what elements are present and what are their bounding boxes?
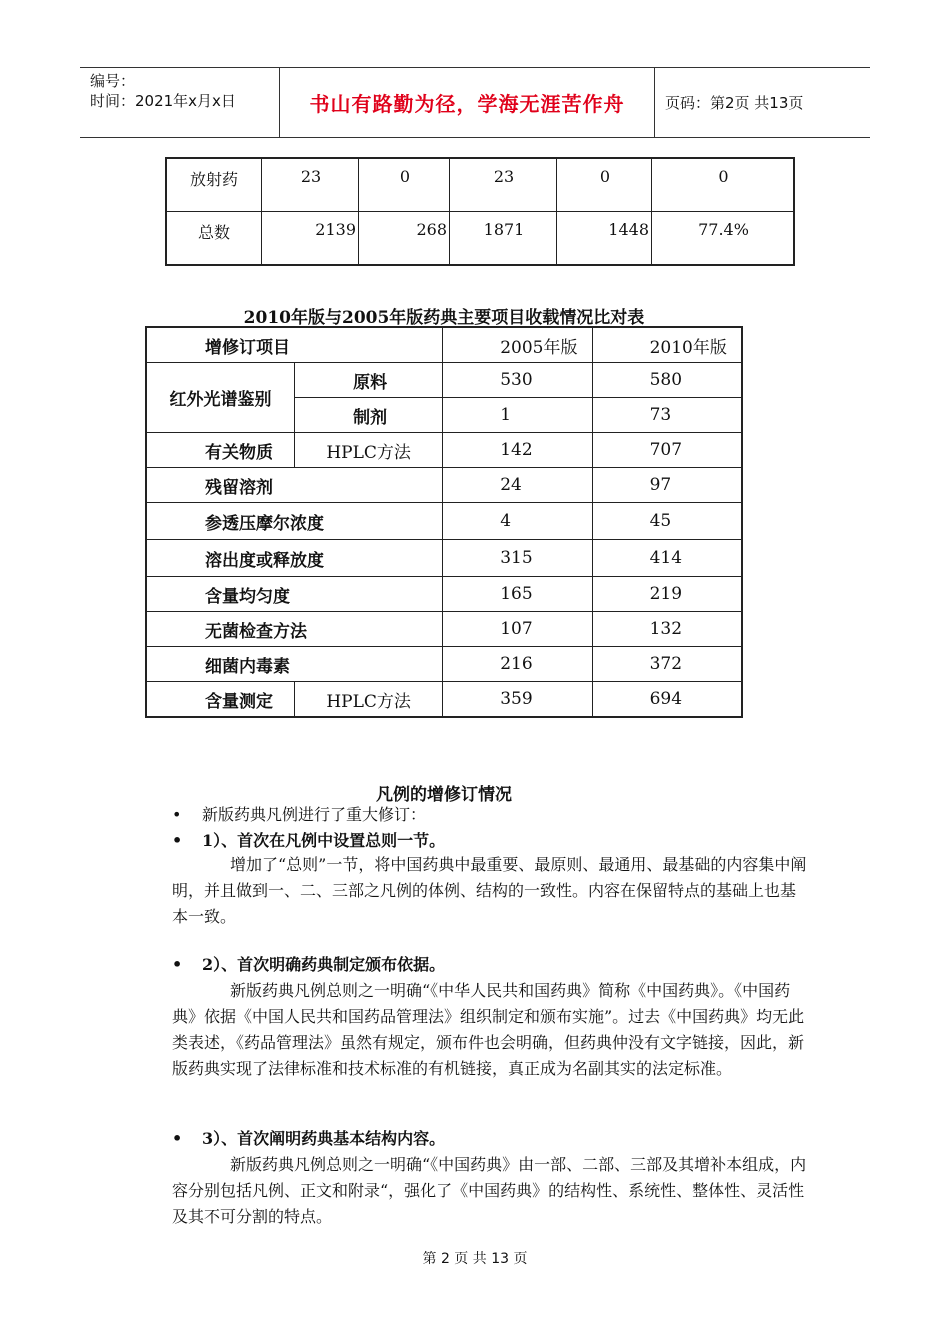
- row-label: 有关物质: [146, 433, 295, 468]
- table-cell: 107: [443, 612, 592, 647]
- comparison-table: [145, 326, 743, 718]
- table-cell: 73: [592, 398, 742, 433]
- table-row: [146, 612, 742, 647]
- table-row: [146, 468, 742, 503]
- table-cell: 219: [592, 577, 742, 612]
- bullet-icon: •: [172, 831, 183, 850]
- document-date: 时间：2021年x月x日: [90, 92, 236, 110]
- section-title: 凡例的增修订情况: [376, 785, 512, 805]
- row-sub-label: HPLC方法: [295, 433, 443, 468]
- paragraph: 新版药典凡例总则之一明确“《中国药典》由一部、二部、三部及其增补本组成，内容分别包括凡例、正文和附录“，强化了《中国药典》的结构性、系统性、整体性、灵活性及其不可分割的特点。: [172, 1155, 807, 1226]
- table-cell: 45: [592, 503, 742, 540]
- table-cell: 0: [557, 158, 652, 212]
- table-cell: 530: [443, 363, 592, 398]
- row-label: 放射药: [166, 158, 262, 212]
- table-cell: 216: [443, 647, 592, 682]
- table-cell: 580: [592, 363, 742, 398]
- table-cell: 1871: [450, 212, 557, 266]
- item-heading: 1）、首次在凡例中设置总则一节。: [202, 831, 446, 850]
- table-cell: 23: [262, 158, 359, 212]
- table-cell: 372: [592, 647, 742, 682]
- drug-count-table: [165, 157, 795, 266]
- bullet-icon: •: [172, 955, 183, 974]
- item-heading: 2）、首次明确药典制定颁布依据。: [202, 955, 446, 974]
- table-row: [146, 540, 742, 577]
- item-heading: 3）、首次阐明药典基本结构内容。: [202, 1129, 446, 1148]
- row-label: 溶出度或释放度: [146, 540, 443, 577]
- row-label: 含量测定: [146, 682, 295, 718]
- list-item: [172, 954, 445, 976]
- table-cell: 694: [592, 682, 742, 718]
- header-page-info: 页码：第2页 共13页: [665, 94, 804, 112]
- bullet-icon: •: [172, 805, 182, 824]
- row-label: 细菌内毒素: [146, 647, 443, 682]
- table-cell: 23: [450, 158, 557, 212]
- document-number-label: 编号：: [90, 72, 136, 90]
- table-cell: 2139: [262, 212, 359, 266]
- row-label: 参透压摩尔浓度: [146, 503, 443, 540]
- table-cell: 77.4%: [652, 212, 795, 266]
- table-cell: 0: [359, 158, 450, 212]
- comparison-table-title: 2010年版与2005年版药典主要项目收载情况比对表: [243, 308, 645, 328]
- table-row: [166, 212, 794, 266]
- table-cell: 707: [592, 433, 742, 468]
- table-cell: 268: [359, 212, 450, 266]
- row-sub-label: 制剂: [295, 398, 443, 433]
- list-item: [172, 804, 426, 826]
- table-row: [146, 503, 742, 540]
- table-cell: 97: [592, 468, 742, 503]
- table-row: [166, 158, 794, 212]
- table-cell: 132: [592, 612, 742, 647]
- paragraph: 增加了“总则”一节，将中国药典中最重要、最原则、最通用、最基础的内容集中阐明，并且做到一、二、三部之凡例的体例、结构的一致性。内容在保留特点的基础上也基本一致。: [172, 855, 807, 926]
- header-motto: 书山有路勤为径，学海无涯苦作舟: [280, 68, 655, 137]
- header-meta: [80, 68, 280, 137]
- intro-text: 新版药典凡例进行了重大修订：: [202, 805, 427, 824]
- row-sub-label: HPLC方法: [295, 682, 443, 718]
- table-row: [146, 577, 742, 612]
- table-cell: 142: [443, 433, 592, 468]
- table-cell: 414: [592, 540, 742, 577]
- row-sub-label: 原料: [295, 363, 443, 398]
- table-cell: 165: [443, 577, 592, 612]
- row-label: 总数: [166, 212, 262, 266]
- table-row: [146, 682, 742, 718]
- list-item: [172, 830, 445, 852]
- table-cell: 1448: [557, 212, 652, 266]
- table-cell: 359: [443, 682, 592, 718]
- bullet-icon: •: [172, 1129, 183, 1148]
- column-header: 2005年版: [443, 327, 592, 363]
- table-cell: 0: [652, 158, 795, 212]
- table-cell: 4: [443, 503, 592, 540]
- row-label: 含量均匀度: [146, 577, 443, 612]
- page-header: [80, 67, 870, 138]
- page-footer: 第 2 页 共 13 页: [422, 1251, 528, 1267]
- row-label: 无菌检查方法: [146, 612, 443, 647]
- table-cell: 1: [443, 398, 592, 433]
- row-group-label: 红外光谱鉴别: [146, 363, 295, 433]
- column-header: 增修订项目: [146, 327, 443, 363]
- table-cell: 24: [443, 468, 592, 503]
- list-item: [172, 1128, 445, 1150]
- table-header-row: [146, 327, 742, 363]
- table-row: [146, 647, 742, 682]
- row-label: 残留溶剂: [146, 468, 443, 503]
- table-cell: 315: [443, 540, 592, 577]
- table-row: [146, 363, 742, 398]
- table-row: [146, 433, 742, 468]
- paragraph: 新版药典凡例总则之一明确“《中华人民共和国药典》简称《中国药典》。《中国药典》依据《中国人民共和国药品管理法》组织制定和颁布实施”。过去《中国药典》均无此类表述，《药品管理法》虽然有规定，颁布件也会明确，但药典仲没有文字链接，因此，新版药典实现了法律标准和技术标准的有机链接，真正成为名副其实的法定标准。: [172, 981, 805, 1078]
- column-header: 2010年版: [592, 327, 742, 363]
